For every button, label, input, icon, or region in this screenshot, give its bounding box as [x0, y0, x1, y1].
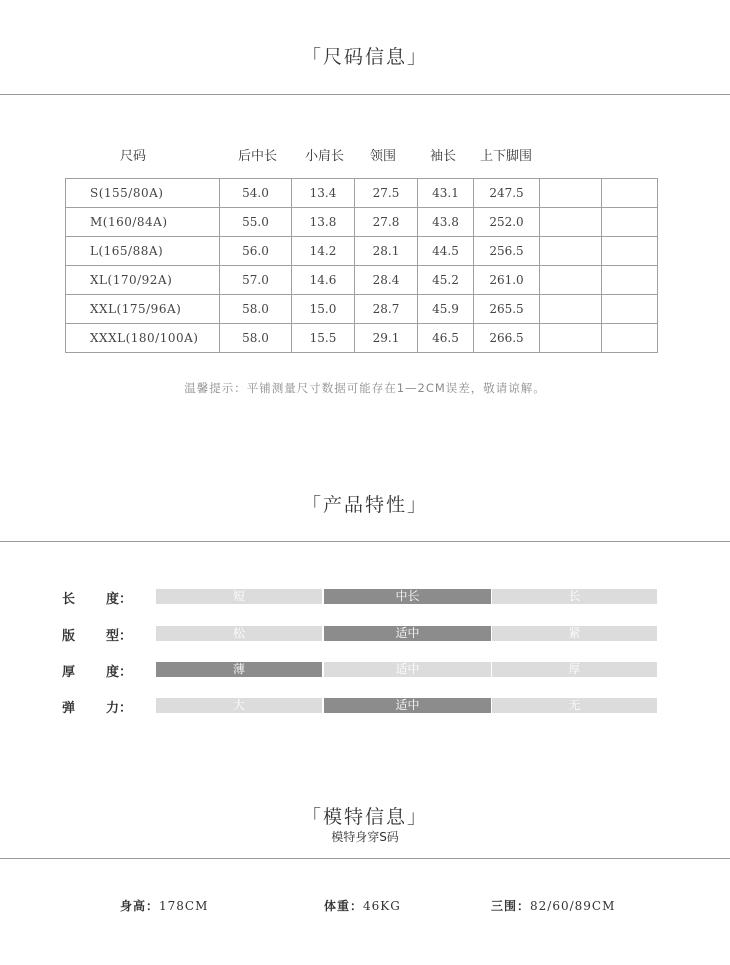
attribute-label-char: 弹 [62, 701, 76, 716]
attribute-label [62, 588, 142, 607]
size-row [66, 266, 658, 295]
size-row [66, 208, 658, 237]
attribute-label-suffix: 力： [105, 701, 132, 716]
attribute-label [62, 661, 142, 680]
attribute-label-suffix: 度： [105, 665, 132, 680]
model-measurements-value: 82/60/89CM [530, 899, 616, 913]
size-section-divider [0, 94, 730, 95]
size-cell-value: 44.5 [418, 237, 474, 266]
attribute-option: 无 [492, 698, 657, 713]
model-section-title: 「模特信息」 [301, 806, 428, 828]
size-cell-value: 15.0 [292, 295, 355, 324]
attribute-option-selected: 适中 [324, 698, 491, 713]
attribute-option-selected: 中长 [324, 589, 491, 604]
feature-section-divider [0, 541, 730, 542]
size-cell-value: 13.4 [292, 179, 355, 208]
size-row [66, 324, 658, 353]
col-head-back-length: 后中长 [238, 149, 278, 164]
size-cell-value: 58.0 [220, 295, 292, 324]
size-cell-value: 43.1 [418, 179, 474, 208]
size-cell-value: 256.5 [474, 237, 540, 266]
attribute-label-suffix: 度： [105, 592, 132, 607]
attribute-label-char: 厚 [62, 665, 76, 680]
size-cell-label: M(160/84A) [66, 208, 220, 237]
size-cell-value: 54.0 [220, 179, 292, 208]
size-cell-value [602, 179, 658, 208]
size-cell-value: 45.9 [418, 295, 474, 324]
col-head-size: 尺码 [120, 149, 147, 164]
size-cell-value: 28.1 [355, 237, 418, 266]
model-section-divider [0, 858, 730, 859]
size-cell-value: 27.5 [355, 179, 418, 208]
size-cell-value: 56.0 [220, 237, 292, 266]
size-cell-value: 27.8 [355, 208, 418, 237]
size-cell-value [540, 208, 602, 237]
size-row [66, 295, 658, 324]
size-cell-value [540, 179, 602, 208]
size-cell-label: L(165/88A) [66, 237, 220, 266]
size-cell-value: 55.0 [220, 208, 292, 237]
size-row [66, 237, 658, 266]
size-cell-value [540, 237, 602, 266]
attribute-option: 适中 [324, 662, 491, 677]
feature-section-title: 「产品特性」 [301, 494, 428, 516]
model-measurements-key: 三围： [491, 899, 531, 913]
size-cell-value [602, 324, 658, 353]
size-cell-value [602, 266, 658, 295]
size-cell-value: 261.0 [474, 266, 540, 295]
model-weight-value: 46KG [363, 899, 401, 913]
col-head-collar: 领围 [370, 149, 397, 164]
size-cell-value: 265.5 [474, 295, 540, 324]
attribute-label-char: 版 [62, 629, 76, 644]
size-section-title: 「尺码信息」 [301, 46, 428, 68]
size-cell-value: 13.8 [292, 208, 355, 237]
size-cell-value: 58.0 [220, 324, 292, 353]
attribute-label-char: 长 [62, 592, 76, 607]
model-height-value: 178CM [159, 899, 209, 913]
col-head-sleeve: 袖长 [430, 149, 457, 164]
attribute-label [62, 697, 142, 716]
model-weight-key: 体重： [324, 899, 364, 913]
size-cell-value [540, 295, 602, 324]
size-cell-value: 15.5 [292, 324, 355, 353]
attribute-label [62, 625, 142, 644]
attribute-option: 短 [156, 589, 322, 604]
size-cell-label: XXL(175/96A) [66, 295, 220, 324]
size-cell-value: 247.5 [474, 179, 540, 208]
size-cell-value: 46.5 [418, 324, 474, 353]
model-subtitle: 模特身穿S码 [331, 830, 399, 844]
measurement-tip: 温馨提示：平铺测量尺寸数据可能存在1—2CM误差，敬请谅解。 [184, 381, 546, 395]
col-head-shoulder: 小肩长 [305, 149, 345, 164]
model-height [120, 897, 208, 914]
size-cell-value: 14.2 [292, 237, 355, 266]
model-weight [324, 897, 401, 914]
attribute-label-suffix: 型： [105, 629, 132, 644]
size-cell-value: 43.8 [418, 208, 474, 237]
attribute-option: 长 [492, 589, 657, 604]
size-cell-value: 14.6 [292, 266, 355, 295]
attribute-option: 厚 [492, 662, 657, 677]
size-cell-value [602, 208, 658, 237]
size-cell-value: 28.7 [355, 295, 418, 324]
attribute-option-selected: 薄 [156, 662, 322, 677]
model-measurements [491, 897, 615, 914]
model-height-key: 身高： [120, 899, 160, 913]
size-cell-value: 57.0 [220, 266, 292, 295]
size-cell-value [540, 324, 602, 353]
size-cell-label: XXXL(180/100A) [66, 324, 220, 353]
size-cell-value [602, 237, 658, 266]
col-head-hem: 上下脚围 [480, 149, 533, 164]
size-cell-value [540, 266, 602, 295]
size-cell-label: S(155/80A) [66, 179, 220, 208]
attribute-option: 紧 [492, 626, 657, 641]
size-cell-value: 266.5 [474, 324, 540, 353]
attribute-option-selected: 适中 [324, 626, 491, 641]
attribute-option: 大 [156, 698, 322, 713]
size-cell-value: 29.1 [355, 324, 418, 353]
size-cell-value [602, 295, 658, 324]
size-cell-value: 252.0 [474, 208, 540, 237]
size-table [65, 178, 658, 353]
size-cell-label: XL(170/92A) [66, 266, 220, 295]
size-row [66, 179, 658, 208]
size-cell-value: 45.2 [418, 266, 474, 295]
attribute-option: 松 [156, 626, 322, 641]
size-cell-value: 28.4 [355, 266, 418, 295]
